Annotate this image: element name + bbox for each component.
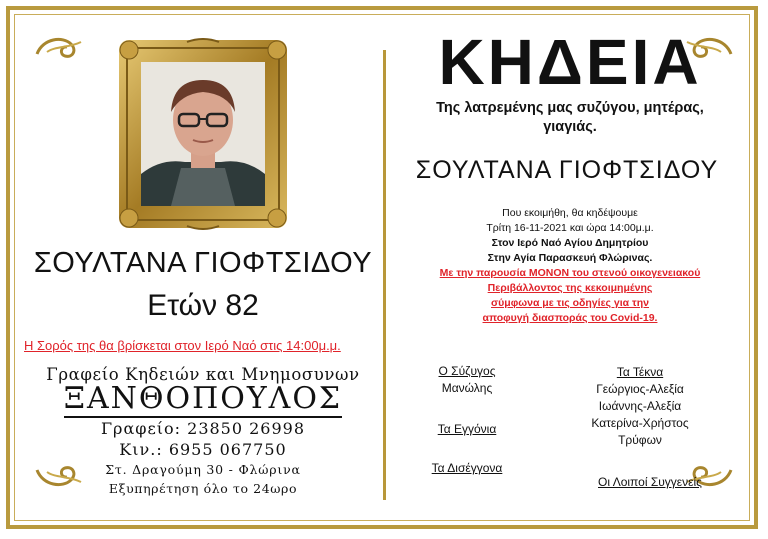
deceased-name: ΣΟΥΛΤΑΝΑ ΓΙΟΦΤΣΙΔΟΥ bbox=[33, 247, 373, 279]
grandchildren-block bbox=[412, 422, 522, 436]
covid-notice-line: σύμφωνα με τις οδηγίες για την bbox=[491, 297, 649, 309]
children-heading: Τα Τέκνα bbox=[616, 365, 664, 379]
church-line: Στην Αγία Παρασκευή Φλώρινας. bbox=[487, 252, 653, 264]
child-name: Γεώργιος-Αλεξία bbox=[596, 382, 684, 396]
dedication bbox=[400, 99, 740, 137]
child-name: Τρύφων bbox=[618, 433, 662, 447]
covid-notice-line: αποφυγή διασποράς του Covid-19. bbox=[482, 312, 658, 324]
child-name: Ιωάννης-Αλεξία bbox=[598, 399, 682, 413]
info-line: Που εκοιμήθη, θα κηδέψουμε bbox=[502, 207, 638, 219]
mobile-phone: Κιν.: 6955 067750 bbox=[119, 440, 287, 459]
great-grandchildren-block bbox=[412, 461, 522, 475]
portrait-frame bbox=[117, 38, 289, 230]
child-name: Κατερίνα-Χρήστος bbox=[591, 416, 689, 430]
funeral-home-brand bbox=[22, 381, 384, 416]
funeral-office-title: Γραφείο Κηδειών και Μνημοσυνων bbox=[46, 365, 360, 384]
office-phone: Γραφείο: 23850 26998 bbox=[100, 419, 306, 438]
other-relatives-block bbox=[580, 475, 720, 489]
coffin-location-note: Η Σορός της θα βρίσκεται στον Ιερό Ναό στις 14:00μ.μ. bbox=[24, 338, 341, 353]
spouse-heading: Ο Σύζυγος bbox=[438, 364, 496, 378]
spouse-name: Μανώλης bbox=[441, 381, 493, 395]
covid-notice-line: Με την παρουσία ΜΟΝΟΝ του στενού οικογενειακού bbox=[439, 267, 701, 279]
funeral-headline: ΚΗΔΕΙΑ bbox=[438, 26, 702, 98]
great-grandchildren-heading: Τα Δισέγγονα bbox=[431, 461, 503, 475]
service-hours: Εξυπηρέτηση όλο το 24ωρο bbox=[108, 481, 298, 496]
office-address: Στ. Δραγούμη 30 - Φλώρινα bbox=[105, 462, 301, 477]
church-line: Στον Ιερό Ναό Αγίου Δημητρίου bbox=[491, 237, 649, 249]
brand-name: ΞΑΝΘΟΠΟΥΛΟΣ bbox=[63, 381, 343, 416]
other-relatives-heading: Οι Λοιποί Συγγενείς bbox=[598, 475, 702, 489]
deceased-age: Ετών 82 bbox=[147, 289, 259, 322]
deceased-name-heading: ΣΟΥΛΤΑΝΑ ΓΙΟΦΤΣΙΔΟΥ bbox=[415, 156, 719, 184]
dedication-line: Της λατρεμένης μας συζύγου, μητέρας, bbox=[436, 100, 704, 116]
info-line: Τρίτη 16-11-2021 και ώρα 14:00μ.μ. bbox=[486, 222, 654, 234]
scroll-flourish-icon bbox=[33, 32, 85, 62]
children-block bbox=[575, 364, 705, 449]
grandchildren-heading: Τα Εγγόνια bbox=[437, 422, 497, 436]
dedication-line: γιαγιάς. bbox=[543, 119, 597, 135]
portrait-photo bbox=[141, 62, 265, 206]
covid-notice-line: Περιβάλλοντος της κεκοιμημένης bbox=[487, 282, 653, 294]
funeral-info bbox=[405, 206, 735, 326]
spouse-block bbox=[412, 364, 522, 395]
